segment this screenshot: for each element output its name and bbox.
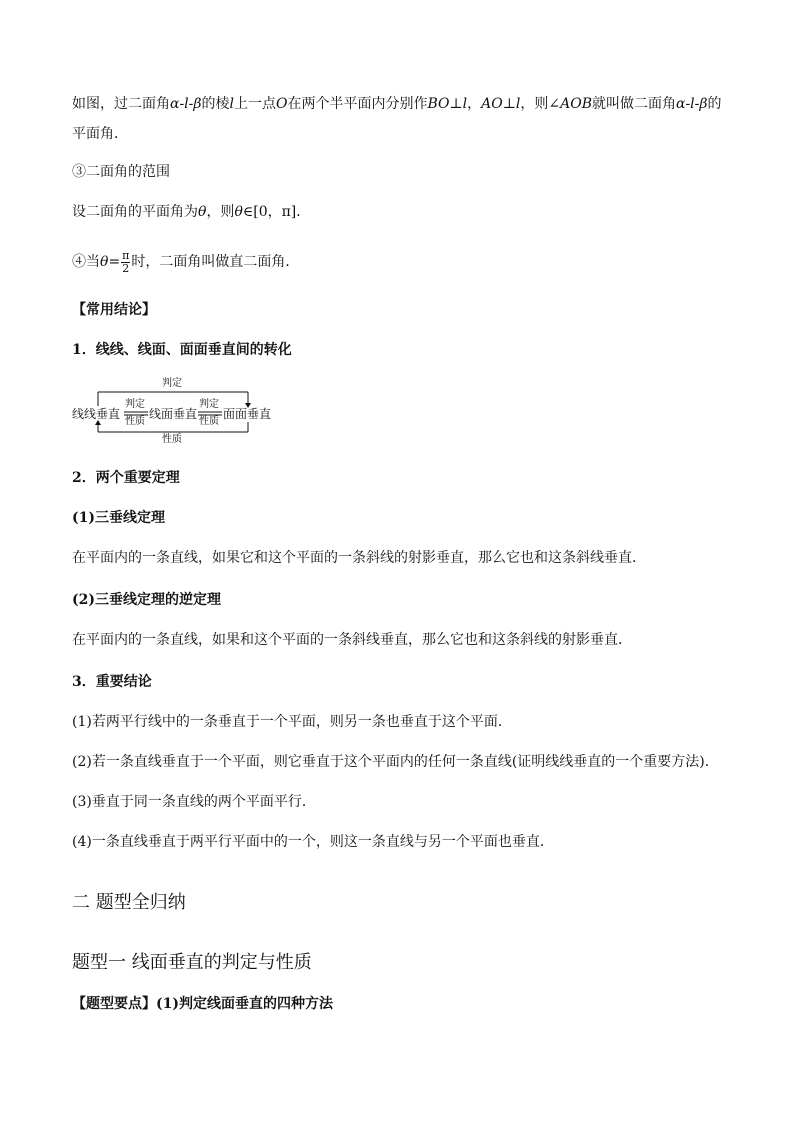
diagram-bottom-label: 性质: [162, 434, 182, 445]
math-var: θ: [234, 204, 243, 220]
math-var: α-l-β: [676, 96, 708, 112]
diagram-node-line-plane: 线面垂直: [149, 407, 198, 421]
math-var: BO⊥l: [427, 96, 468, 112]
fraction-numerator: π: [122, 248, 130, 262]
heading-perpendicular-conversion: 1．线线、线面、面面垂直间的转化: [72, 342, 292, 358]
diagram-top-label: 判定: [162, 378, 182, 389]
diagram-arrow2-bottom: 性质: [199, 416, 219, 427]
math-var: α-l-β: [170, 96, 202, 112]
conclusion-item-2: (2)若一条直线垂直于一个平面，则它垂直于这个平面内的任何一条直线(证明线线垂直的一个重要方法)．: [72, 754, 719, 770]
paragraph-dihedral-range: [72, 202, 310, 222]
heading-three-perpendiculars: (1)三垂线定理: [72, 510, 165, 526]
math-var: θ: [100, 254, 109, 270]
text: ④当: [72, 254, 100, 270]
text: 时，二面角叫做直二面角．: [131, 254, 300, 270]
paragraph-dihedral-definition-cont: 平面角．: [72, 126, 128, 142]
fraction-denominator: 2: [122, 261, 130, 275]
paragraph-dihedral-definition: [72, 94, 722, 114]
text: 设二面角的平面角为: [72, 204, 198, 220]
text: ，: [467, 96, 482, 112]
text: 的棱: [201, 96, 230, 112]
text: ∈[0，π]．: [242, 204, 311, 220]
conclusion-item-4: (4)一条直线垂直于两平行平面中的一个，则这一条直线与另一个平面也垂直．: [72, 834, 554, 850]
conclusion-item-3: (3)垂直于同一条直线的两个平面平行．: [72, 794, 316, 810]
text: 上一点: [233, 96, 276, 112]
diagram-arrow1-bottom: 性质: [125, 416, 145, 427]
math-var: AOB: [560, 96, 592, 112]
text: ，则∠: [520, 96, 561, 112]
math-var: l: [229, 96, 234, 112]
math-var: O: [275, 96, 288, 112]
paragraph-three-perpendiculars: 在平面内的一条直线，如果它和这个平面的一条斜线的射影垂直，那么它也和这条斜线垂直．: [72, 550, 646, 566]
diagram-node-line-line: 线线垂直: [72, 407, 121, 421]
text: 的: [707, 96, 722, 112]
tip-text: (1)判定线面垂直的四种方法: [156, 996, 333, 1012]
section-title-question-types: 二 题型全归纳: [72, 892, 186, 913]
math-var: θ: [198, 204, 207, 220]
question-type-tip: [72, 994, 333, 1014]
heading-common-conclusions: 【常用结论】: [72, 302, 156, 318]
conversion-diagram: [72, 378, 282, 448]
heading-two-theorems: 2．两个重要定理: [72, 470, 180, 486]
heading-important-conclusions: 3．重要结论: [72, 674, 152, 690]
math-var: AO⊥l: [481, 96, 521, 112]
text: =: [108, 254, 121, 270]
text: 就叫做二面角: [592, 96, 676, 112]
conclusion-item-1: (1)若两平行线中的一条垂直于一个平面，则另一条也垂直于这个平面．: [72, 714, 512, 730]
tip-label: 【题型要点】: [72, 996, 156, 1012]
paragraph-inverse-theorem: 在平面内的一条直线，如果和这个平面的一条斜线垂直，那么它也和这条斜线的射影垂直．: [72, 632, 632, 648]
text: 在两个半平面内分别作: [287, 96, 428, 112]
text: ，则: [206, 204, 235, 220]
item-dihedral-range-heading: ③二面角的范围: [72, 164, 170, 180]
text: 如图，过二面角: [72, 96, 170, 112]
heading-inverse-theorem: (2)三垂线定理的逆定理: [72, 592, 221, 608]
diagram-node-plane-plane: 面面垂直: [223, 407, 272, 421]
diagram-arrow2-top: 判定: [199, 399, 219, 410]
diagram-arrow1-top: 判定: [125, 399, 145, 410]
paragraph-right-dihedral: [72, 248, 299, 276]
fraction: [121, 250, 130, 275]
question-type-1-title: 题型一 线面垂直的判定与性质: [72, 952, 312, 973]
